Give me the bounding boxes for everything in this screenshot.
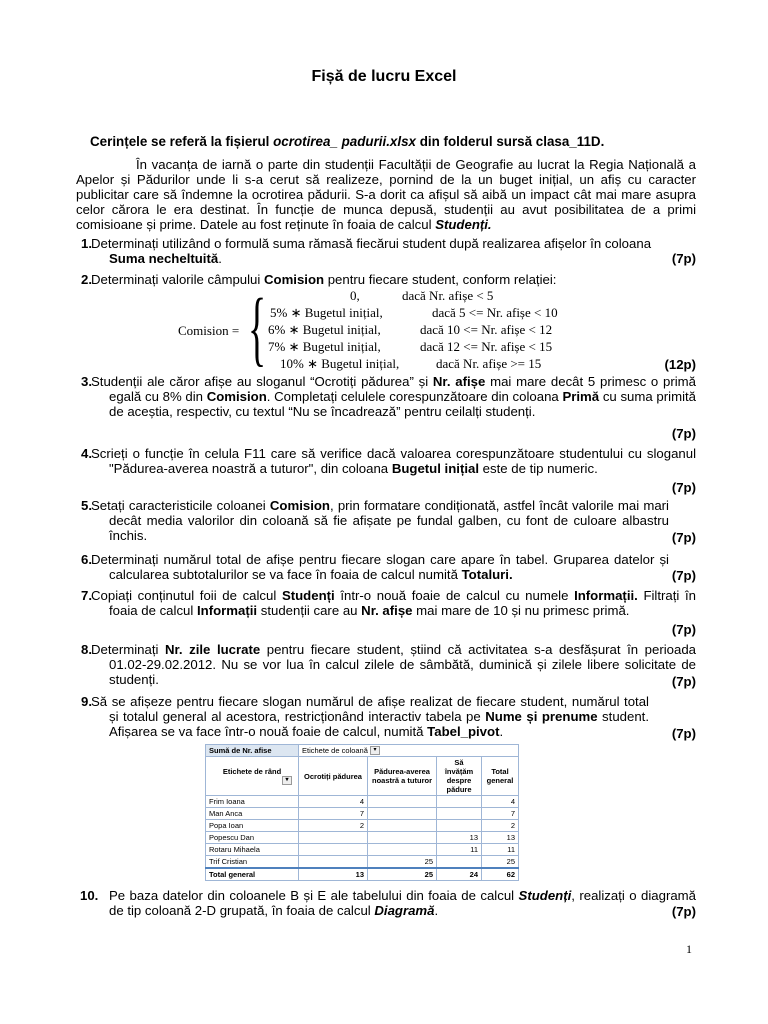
- task-number: 6.: [81, 552, 92, 567]
- cell-value: [299, 856, 368, 869]
- task-number: 7.: [81, 588, 92, 603]
- intro-file: ocrotirea_ padurii.xlsx: [273, 134, 416, 149]
- pivot-table: [205, 744, 519, 881]
- table-row: [206, 820, 519, 832]
- cell-value: 62: [482, 868, 519, 881]
- task-3: [76, 374, 696, 441]
- row-name: Trif Cristian: [206, 856, 299, 869]
- task-number: 4.: [81, 446, 92, 461]
- pivot-row-label: Etichete de rând: [222, 766, 282, 776]
- task-text: Determinați valorile câmpului: [91, 272, 264, 287]
- cell-value: 25: [482, 856, 519, 869]
- dropdown-icon[interactable]: ▾: [282, 776, 292, 785]
- task-5: [76, 498, 696, 543]
- page-number: 1: [686, 942, 692, 956]
- cell-value: [368, 808, 437, 820]
- task-text: .: [499, 724, 504, 740]
- row-name: Rotaru Mihaela: [206, 844, 299, 856]
- task-text: Să se afișeze pentru fiecare slogan numărul de afișe realizat de fiecare student, numărul total și totalul general al acestora, restricționând interactiv tabela pe: [91, 694, 649, 725]
- intro-line: [90, 134, 604, 149]
- intro-suffix: din folderul sursă clasa_11D.: [416, 134, 605, 149]
- task-text: . Completați celulele corespunzătoare din coloana: [266, 389, 563, 405]
- cell-value: 4: [482, 796, 519, 808]
- row-name: Total general: [206, 868, 299, 881]
- task-number: 8.: [81, 642, 92, 657]
- task-bold: Nr. zile lucrate: [164, 642, 261, 657]
- task-text: , realizați o diagramă de tip coloană 2-D grupată, în foaia de calcul: [109, 888, 696, 919]
- brace-icon: {: [248, 282, 267, 375]
- pivot-col-header: Total general: [482, 757, 519, 796]
- task-number: 1.: [81, 236, 92, 251]
- task-text: Determinați utilizând o formulă suma rămasă fiecărui student după realizarea afișelor în coloana: [91, 236, 652, 251]
- cell-value: 25: [368, 868, 437, 881]
- task-text: .: [218, 251, 222, 267]
- task-7: [76, 588, 696, 637]
- pivot-col-header: Ocrotiți pădurea: [299, 757, 368, 796]
- task-text: mai mare decât 5 primesc o primă egală cu 8% din: [109, 374, 696, 405]
- task-bold: Bugetul inițial: [391, 461, 479, 477]
- dropdown-icon[interactable]: ▾: [370, 746, 380, 755]
- task-points: (7p): [671, 426, 696, 441]
- cell-value: 11: [482, 844, 519, 856]
- cell-value: [368, 832, 437, 844]
- task-bold: Totaluri.: [461, 567, 513, 583]
- task-bold: Nr. afișe: [432, 374, 486, 389]
- intro-prefix: Cerințele se referă la fișierul: [90, 134, 274, 149]
- table-row: [206, 856, 519, 869]
- formula-condition: dacă Nr. afișe >= 15: [436, 356, 542, 371]
- task-text: Studenții ale căror afișe au sloganul “Ocrotiți pădurea” și: [91, 374, 433, 389]
- task-text: .: [434, 903, 439, 919]
- task-text: Copiați conținutul foii de calcul: [91, 588, 282, 603]
- table-row: [206, 844, 519, 856]
- cell-value: [437, 808, 482, 820]
- formula-value: 0,: [350, 288, 360, 303]
- formula-label: Comision =: [178, 323, 240, 338]
- cell-value: 13: [482, 832, 519, 844]
- cell-value: 11: [437, 844, 482, 856]
- cell-value: [437, 796, 482, 808]
- task-bold: Comision: [269, 498, 330, 513]
- task-points: (7p): [671, 726, 696, 741]
- cell-value: 4: [299, 796, 368, 808]
- pivot-col-header: Să învățăm despre pădure: [437, 757, 482, 796]
- row-name: Frim Ioana: [206, 796, 299, 808]
- cell-value: [368, 796, 437, 808]
- cell-value: 7: [299, 808, 368, 820]
- task-points: (7p): [671, 622, 696, 637]
- task-text: Setați caracteristicile coloanei: [91, 498, 270, 513]
- cell-value: 24: [437, 868, 482, 881]
- task-bold: Studenți: [518, 888, 572, 903]
- pivot-columns-row: [206, 757, 519, 796]
- task-text: Pe baza datelor din coloanele B și E ale tabelului din foaia de calcul: [109, 888, 519, 903]
- task-text: mai mare de 10 și nu primesc primă.: [412, 603, 630, 619]
- task-points: (7p): [671, 568, 696, 583]
- task-points: (7p): [671, 251, 696, 267]
- cell-value: 25: [368, 856, 437, 869]
- task-bold: Suma necheltuită: [109, 251, 219, 267]
- task-9: [76, 694, 696, 739]
- pivot-column-label: Etichete de coloană: [302, 745, 368, 755]
- task-text: student. Afișarea se va face într-o nouă foaie de calcul, numită: [109, 709, 649, 740]
- task-points: (7p): [671, 530, 696, 545]
- task-text: este de tip numeric.: [479, 461, 598, 477]
- task-points: (12p): [664, 357, 696, 372]
- formula-condition: dacă Nr. afișe < 5: [402, 288, 494, 303]
- table-row: [206, 808, 519, 820]
- page-title: Fișă de lucru Excel: [311, 68, 457, 85]
- formula-value: 7% ∗ Bugetul inițial,: [268, 339, 381, 354]
- cell-value: 13: [299, 868, 368, 881]
- task-6: [76, 552, 696, 582]
- cell-value: 7: [482, 808, 519, 820]
- task-number: 3.: [81, 374, 92, 389]
- task-text: Determinați: [91, 642, 165, 657]
- task-8: [76, 642, 696, 687]
- task-bold: Nr. afișe: [361, 603, 413, 619]
- table-row: [206, 796, 519, 808]
- task-bold: Comision: [206, 389, 267, 405]
- task-bold: Tabel_pivot: [427, 724, 500, 740]
- task-bold: Informații: [196, 603, 258, 619]
- task-text: Scrieți o funcție în celula F11 care să verifice dacă valoarea corespunzătoare studentului cu sloganul "Pădurea-averea noastră a tuturor", din coloana: [91, 446, 696, 477]
- commission-formula: [176, 282, 636, 375]
- cell-value: 2: [299, 820, 368, 832]
- task-text: Filtrați în foaia de calcul: [109, 588, 696, 619]
- table-row: [206, 832, 519, 844]
- paragraph-sheet: Studenți.: [435, 217, 492, 233]
- task-4: [76, 446, 696, 495]
- cell-value: [299, 832, 368, 844]
- task-number: 5.: [81, 498, 92, 513]
- formula-value: 10% ∗ Bugetul inițial,: [280, 356, 400, 371]
- task-text: într-o nouă foaie de calcul cu numele: [334, 588, 575, 603]
- cell-value: [299, 844, 368, 856]
- row-name: Popescu Dan: [206, 832, 299, 844]
- task-text: cu suma primită de aceștia, respectiv, cu textul “Nu se încadrează” pentru ceilalți studenți.: [109, 389, 696, 420]
- task-points: (7p): [671, 674, 696, 689]
- task-text: studenții care au: [257, 603, 362, 619]
- task-number: 2.: [81, 272, 92, 287]
- cell-value: 13: [437, 832, 482, 844]
- task-text: pentru fiecare student, conform relației:: [324, 272, 557, 287]
- task-number: 10.: [80, 888, 99, 903]
- row-name: Popa Ioan: [206, 820, 299, 832]
- cell-value: [437, 820, 482, 832]
- task-text: pentru fiecare student, știind că activitatea s-a desfășurat în perioada 01.02-29.02.2012. Nu se vor lua în calcul zilele de sâmbătă, duminică și zilele libere solicitate de studenți.: [109, 642, 696, 688]
- task-text: Determinați numărul total de afișe pentru fiecare slogan care apare în tabel. Gruparea datelor și calcularea subtotalurilor se va face în foaia de calcul numită: [91, 552, 669, 583]
- table-total-row: [206, 868, 519, 881]
- task-points: (7p): [671, 904, 696, 919]
- task-bold: Comision: [263, 272, 325, 287]
- task-10: [76, 888, 696, 918]
- cell-value: [368, 820, 437, 832]
- cell-value: [368, 844, 437, 856]
- task-bold: Informații.: [574, 588, 638, 603]
- pivot-col-header: Pădurea-averea noastră a tuturor: [368, 757, 437, 796]
- formula-condition: dacă 10 <= Nr. afișe < 12: [420, 322, 553, 337]
- task-text: , prin formatare condiționată, astfel încât valorile mai mari decât media valorilor din coloană să fie afișate pe fundal galben, cu font de culoare albastru închis.: [109, 498, 669, 544]
- task-bold: Primă: [562, 389, 600, 405]
- task-bold: Diagramă: [374, 903, 435, 919]
- pivot-corner: Sumă de Nr. afise: [206, 745, 299, 757]
- task-bold: Studenți: [281, 588, 335, 603]
- intro-paragraph: [76, 157, 696, 232]
- pivot-row-label-cell[interactable]: [206, 757, 299, 796]
- task-bold: Nume și prenume: [485, 709, 598, 725]
- cell-value: [437, 856, 482, 869]
- formula-value: 5% ∗ Bugetul inițial,: [270, 305, 383, 320]
- formula-condition: dacă 5 <= Nr. afișe < 10: [432, 305, 558, 320]
- row-name: Man Anca: [206, 808, 299, 820]
- task-number: 9.: [81, 694, 92, 709]
- task-1: [76, 236, 696, 266]
- task-points: (7p): [671, 480, 696, 495]
- pivot-header-row: [206, 745, 519, 757]
- formula-condition: dacă 12 <= Nr. afișe < 15: [420, 339, 553, 354]
- cell-value: 2: [482, 820, 519, 832]
- pivot-column-label-cell[interactable]: [299, 745, 519, 757]
- paragraph-text: În vacanța de iarnă o parte din studenții Facultății de Geografie au lucrat la Regia Națională a Apelor și Pădurilor unde li s-a cerut să realizeze, pornind de la un buget inițial, un afiș cu caracter publicitar care să îndemne la ocrotirea pădurii. S-a dorit ca afișul să aibă un impact cât mai mare asupra celor cărora le era destinat. În funcție de munca depusă, studenții au avut posibilitatea de a primi comisioane și prime. Datele au fost reținute în foaia de calcul: [76, 157, 696, 233]
- formula-value: 6% ∗ Bugetul inițial,: [268, 322, 381, 337]
